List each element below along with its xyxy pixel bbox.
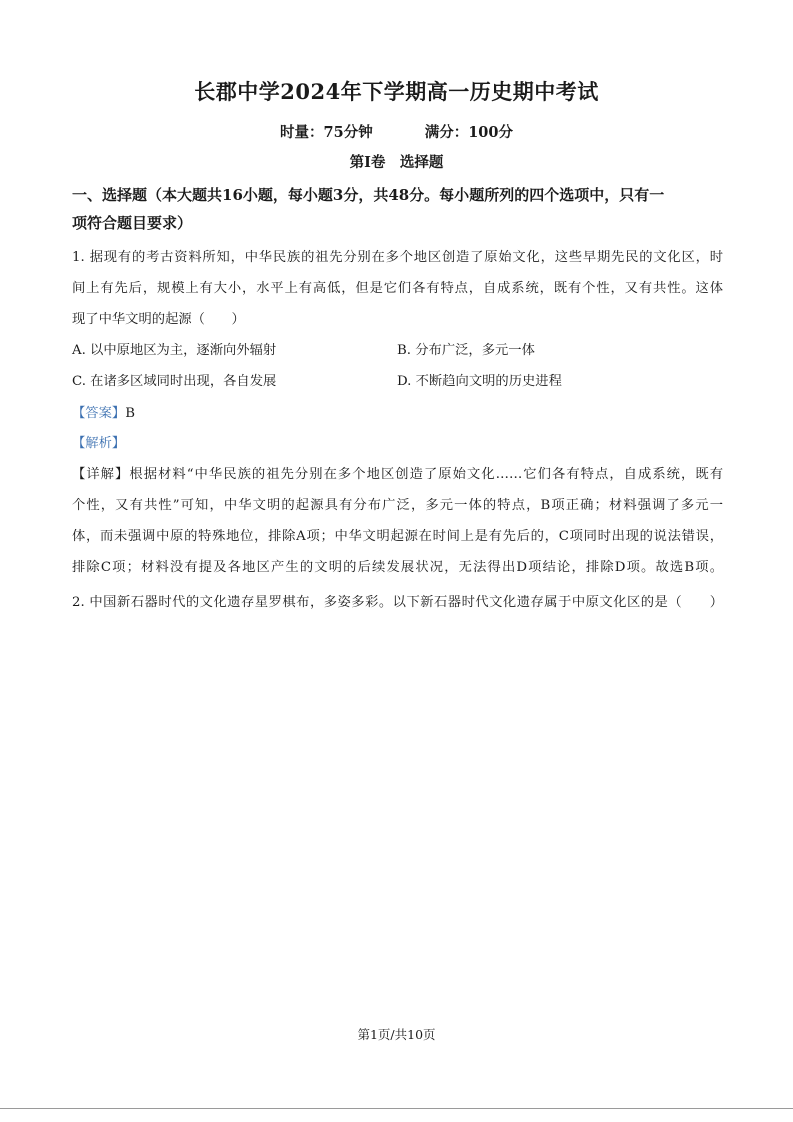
answer-label: 【答案】 xyxy=(72,406,126,421)
q1-answer xyxy=(72,402,135,421)
page-footer: 第1页/共10页 xyxy=(357,1027,436,1042)
q1-detail-line-3: 体，而未强调中原的特殊地位，排除A项；中华文明起源在时间上是有先后的，C项同时出现的说法错误， xyxy=(72,529,723,544)
full-score: 满分：100分 xyxy=(424,124,513,141)
q2-stem-line-1: 2. 中国新石器时代的文化遗存星罗棋布，多姿多彩。以下新石器时代文化遗存属于中原文化区的是（ ） xyxy=(72,595,723,610)
bottom-divider xyxy=(0,1108,793,1109)
analysis-label: 【解析】 xyxy=(72,436,126,451)
q1-detail-line-4: 排除C项；材料没有提及各地区产生的文明的后续发展状况，无法得出D项结论，排除D项。故选B项。 xyxy=(72,560,723,575)
exam-meta xyxy=(0,121,793,142)
exam-title: 长郡中学2024年下学期高一历史期中考试 xyxy=(194,79,599,104)
section-heading-line-1: 一、选择题（本大题共16小题，每小题3分，共48分。每小题所列的四个选项中，只有一 xyxy=(72,186,665,204)
q1-option-a: A. 以中原地区为主，逐渐向外辐射 xyxy=(72,343,277,358)
time-limit: 时量：75分钟 xyxy=(280,124,373,141)
part-heading: 第Ⅰ卷 选择题 xyxy=(349,154,444,171)
q1-stem-line-2: 间上有先后，规模上有大小，水平上有高低，但是它们各有特点，自成系统，既有个性，又有共性。这体 xyxy=(72,281,723,296)
q1-option-c: C. 在诸多区域同时出现，各自发展 xyxy=(72,374,277,389)
q1-detail-line-2: 个性，又有共性”可知，中华文明的起源具有分布广泛，多元一体的特点，B项正确；材料强调了多元一 xyxy=(72,498,723,513)
q1-option-d: D. 不断趋向文明的历史进程 xyxy=(397,374,562,389)
q1-stem-line-3: 现了中华文明的起源（ ） xyxy=(72,312,245,327)
section-heading-line-2: 项符合题目要求） xyxy=(72,214,193,232)
q1-detail-line-1: 【详解】根据材料“中华民族的祖先分别在多个地区创造了原始文化……它们各有特点，自成系统，既有 xyxy=(72,467,723,482)
answer-value: B xyxy=(125,406,135,421)
q1-stem-line-1: 1. 据现有的考古资料所知，中华民族的祖先分别在多个地区创造了原始文化，这些早期先民的文化区，时 xyxy=(72,250,723,265)
q1-option-b: B. 分布广泛，多元一体 xyxy=(397,343,535,358)
